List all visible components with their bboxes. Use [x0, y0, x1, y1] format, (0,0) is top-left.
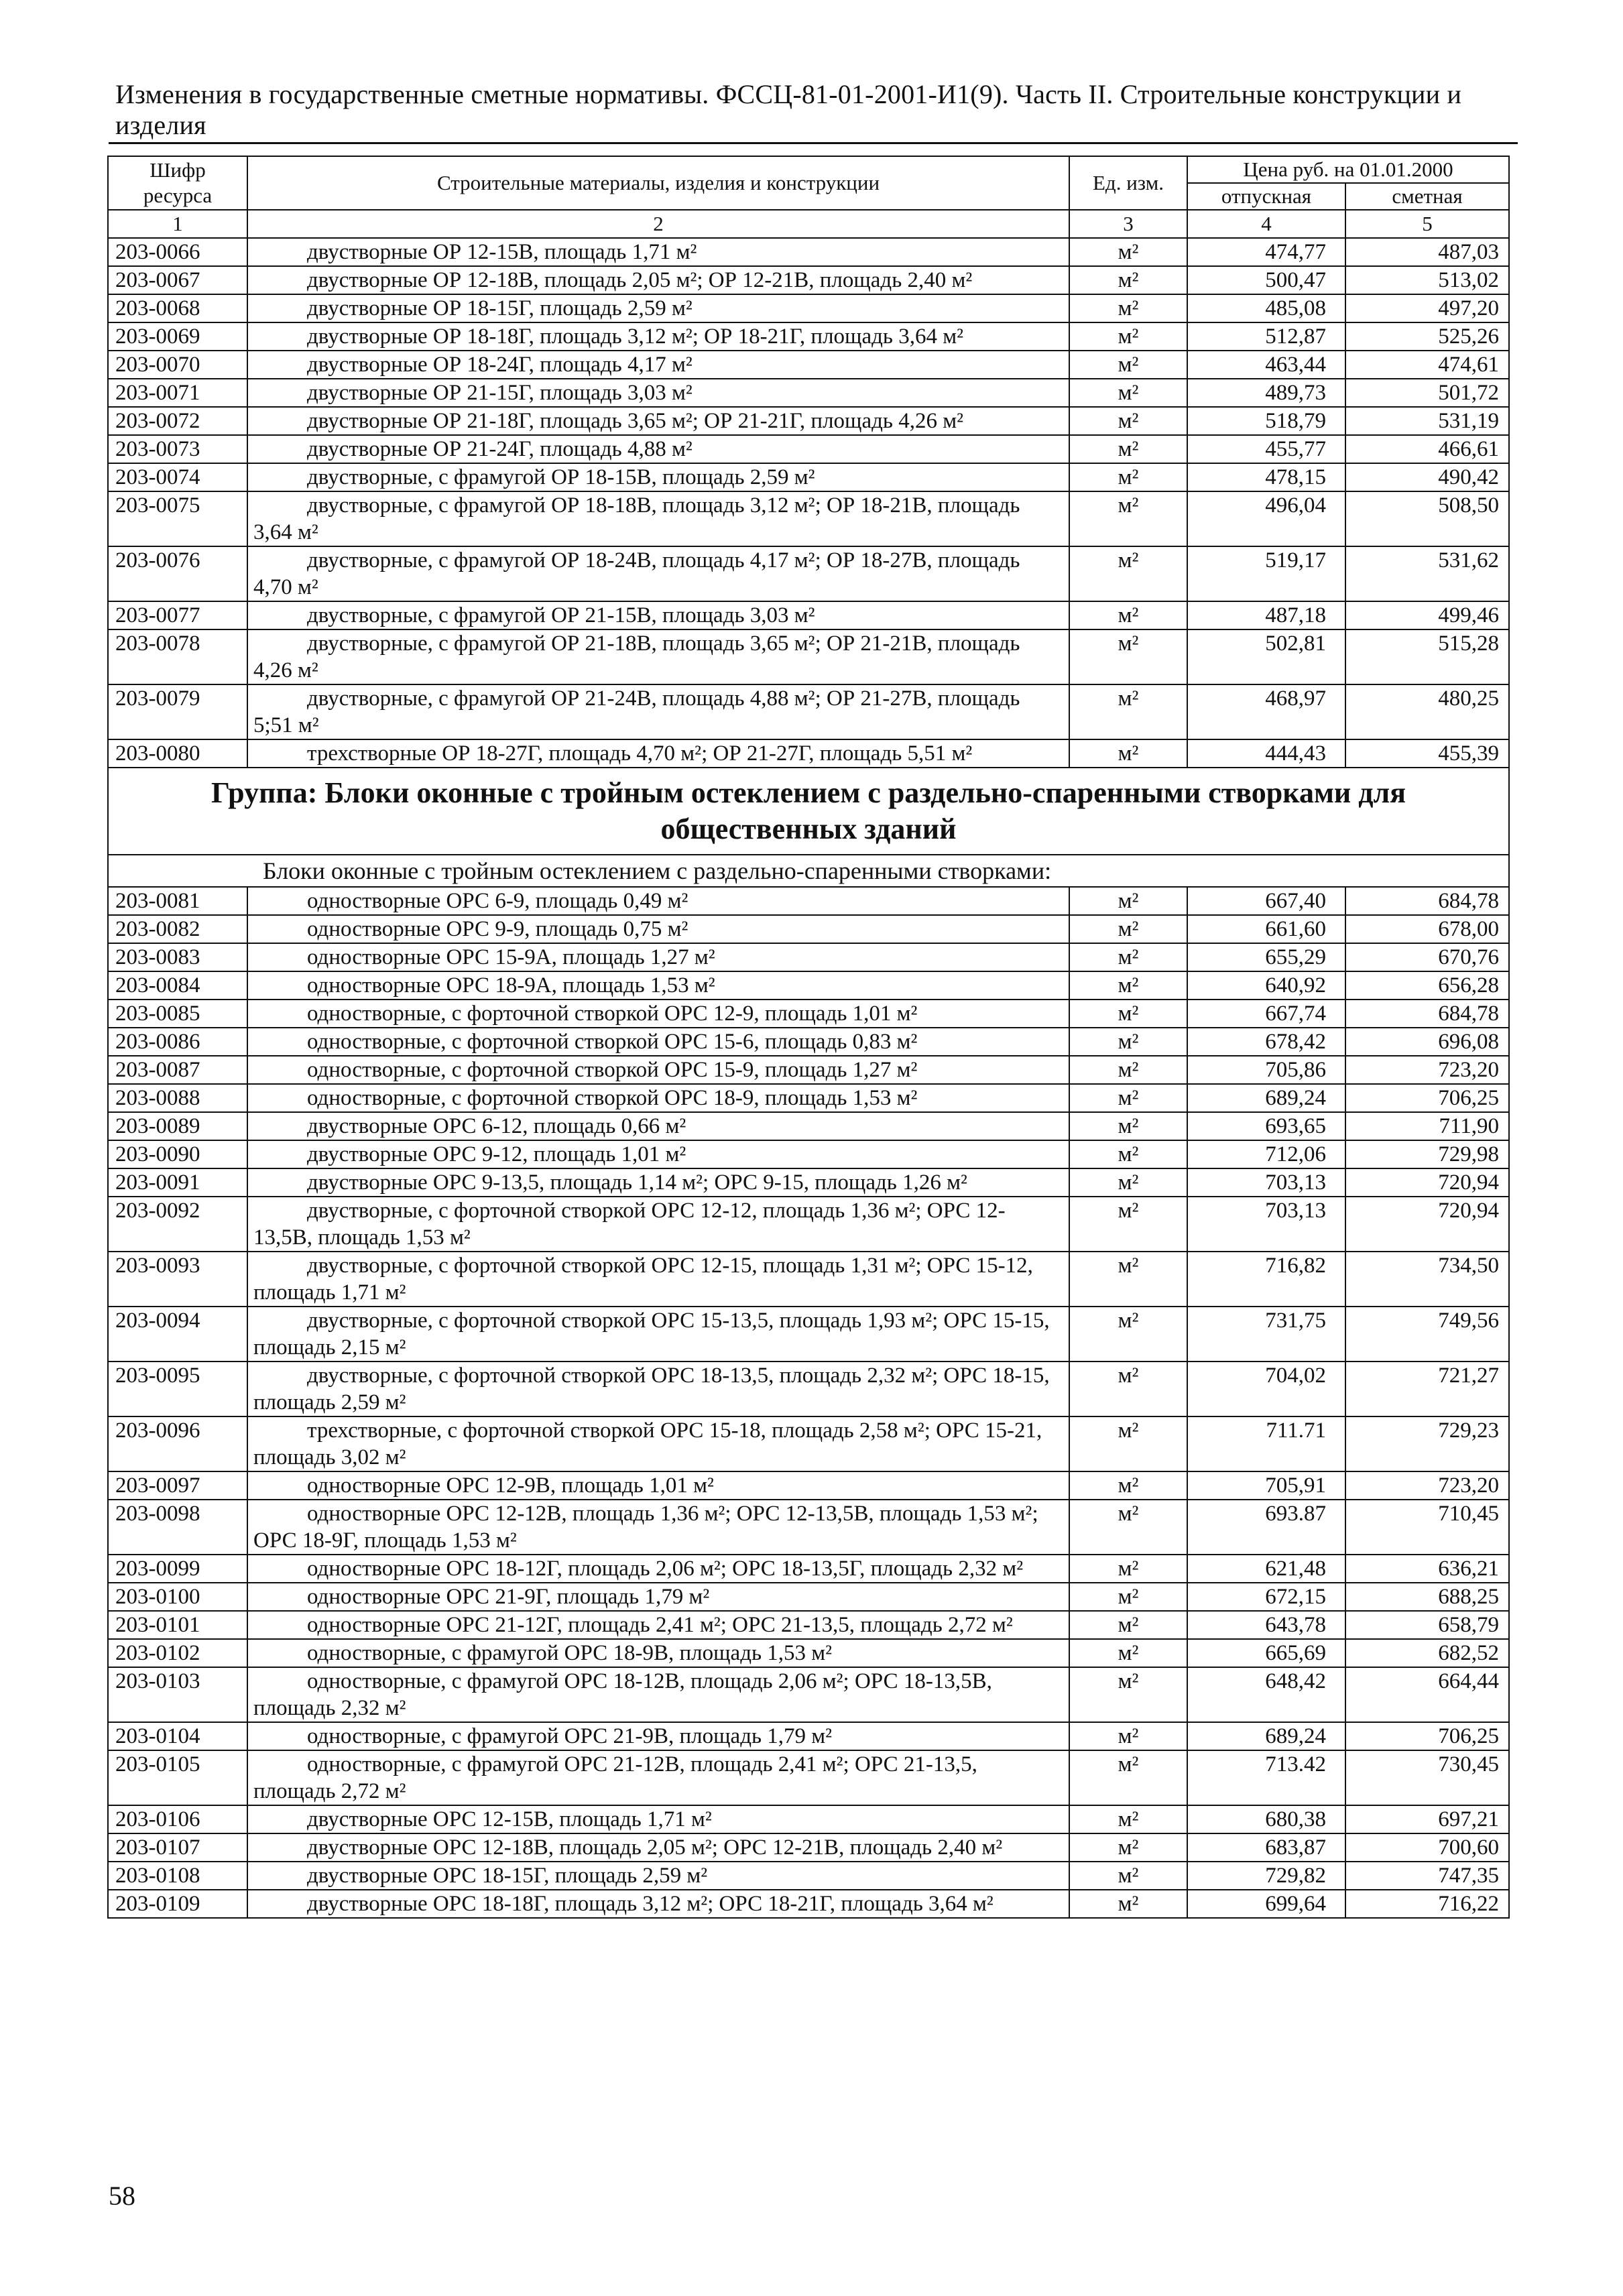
release-price: 704,02: [1187, 1362, 1345, 1416]
estimate-price: 682,52: [1345, 1639, 1509, 1667]
material-name: двустворные, с фрамугой ОР 21-18В, площадь 3,65 м²; ОР 21-21В, площадь 4,26 м²: [247, 629, 1069, 684]
table-row: [108, 1112, 1509, 1140]
estimate-price: 684,78: [1345, 1000, 1509, 1028]
resource-code: 203-0099: [108, 1555, 247, 1583]
resource-code: 203-0087: [108, 1056, 247, 1084]
unit-cell: м²: [1069, 546, 1187, 601]
table-row: [108, 322, 1509, 351]
table-row: [108, 1667, 1509, 1722]
resource-code: 203-0067: [108, 266, 247, 294]
material-name: двустворные, с фрамугой ОР 21-24В, площадь 4,88 м²; ОР 21-27В, площадь 5;51 м²: [247, 684, 1069, 739]
table-row: [108, 435, 1509, 463]
material-name: одностворные ОРС 21-9Г, площадь 1,79 м²: [247, 1583, 1069, 1611]
material-name: одностворные, с форточной створкой ОРС 15-6, площадь 0,83 м²: [247, 1028, 1069, 1056]
unit-cell: м²: [1069, 1583, 1187, 1611]
unit-cell: м²: [1069, 266, 1187, 294]
price-table: [107, 156, 1510, 1919]
unit-cell: м²: [1069, 1000, 1187, 1028]
unit-cell: м²: [1069, 1140, 1187, 1168]
unit-cell: м²: [1069, 379, 1187, 407]
header-divider: [109, 142, 1518, 144]
unit-cell: м²: [1069, 1168, 1187, 1197]
unit-cell: м²: [1069, 1639, 1187, 1667]
estimate-price: 466,61: [1345, 435, 1509, 463]
col-header-release: отпускная: [1187, 183, 1345, 210]
table-row: [108, 1028, 1509, 1056]
unit-cell: м²: [1069, 915, 1187, 943]
unit-cell: м²: [1069, 943, 1187, 971]
release-price: 519,17: [1187, 546, 1345, 601]
resource-code: 203-0093: [108, 1252, 247, 1307]
resource-code: 203-0107: [108, 1833, 247, 1862]
col-header-estimate: сметная: [1345, 183, 1509, 210]
unit-cell: м²: [1069, 238, 1187, 266]
material-name: трехстворные, с форточной створкой ОРС 15-18, площадь 2,58 м²; ОРС 15-21, площадь 3,02 м²: [247, 1416, 1069, 1471]
release-price: 640,92: [1187, 971, 1345, 1000]
resource-code: 203-0089: [108, 1112, 247, 1140]
estimate-price: 696,08: [1345, 1028, 1509, 1056]
release-price: 667,74: [1187, 1000, 1345, 1028]
material-name: одностворные ОРС 15-9А, площадь 1,27 м²: [247, 943, 1069, 971]
material-name: двустворные ОР 21-15Г, площадь 3,03 м²: [247, 379, 1069, 407]
release-price: 474,77: [1187, 238, 1345, 266]
release-price: 667,40: [1187, 887, 1345, 915]
unit-cell: м²: [1069, 1750, 1187, 1805]
material-name: одностворные, с фрамугой ОРС 21-12В, площадь 2,41 м²; ОРС 21-13,5, площадь 2,72 м²: [247, 1750, 1069, 1805]
estimate-price: 706,25: [1345, 1722, 1509, 1750]
unit-cell: м²: [1069, 1890, 1187, 1918]
group-title-row: [108, 768, 1509, 855]
estimate-price: 656,28: [1345, 971, 1509, 1000]
estimate-price: 508,50: [1345, 491, 1509, 546]
material-name: двустворные ОР 12-15В, площадь 1,71 м²: [247, 238, 1069, 266]
table-row: [108, 294, 1509, 322]
resource-code: 203-0077: [108, 601, 247, 629]
table-row: [108, 1890, 1509, 1918]
estimate-price: 531,62: [1345, 546, 1509, 601]
release-price: 703,13: [1187, 1168, 1345, 1197]
group-section: [108, 768, 1509, 887]
release-price: 643,78: [1187, 1611, 1345, 1639]
material-name: двустворные ОРС 9-13,5, площадь 1,14 м²; ОРС 9-15, площадь 1,26 м²: [247, 1168, 1069, 1197]
release-price: 689,24: [1187, 1722, 1345, 1750]
col-number: 4: [1187, 210, 1345, 238]
estimate-price: 513,02: [1345, 266, 1509, 294]
col-number: 2: [247, 210, 1069, 238]
group-title: Группа: Блоки оконные с тройным остеклением с раздельно-спаренными створками для общественных зданий: [108, 768, 1509, 855]
estimate-price: 531,19: [1345, 407, 1509, 435]
release-price: 729,82: [1187, 1862, 1345, 1890]
estimate-price: 729,98: [1345, 1140, 1509, 1168]
material-name: двустворные ОР 18-24Г, площадь 4,17 м²: [247, 351, 1069, 379]
unit-cell: м²: [1069, 684, 1187, 739]
unit-cell: м²: [1069, 971, 1187, 1000]
table-row: [108, 463, 1509, 491]
unit-cell: м²: [1069, 1500, 1187, 1555]
table-row: [108, 601, 1509, 629]
table-row: [108, 1056, 1509, 1084]
resource-code: 203-0073: [108, 435, 247, 463]
page-number: 58: [109, 2181, 135, 2211]
release-price: 478,15: [1187, 463, 1345, 491]
estimate-price: 501,72: [1345, 379, 1509, 407]
unit-cell: м²: [1069, 1667, 1187, 1722]
material-name: двустворные ОР 18-18Г, площадь 3,12 м²; ОР 18-21Г, площадь 3,64 м²: [247, 322, 1069, 351]
table-row: [108, 1307, 1509, 1362]
unit-cell: м²: [1069, 322, 1187, 351]
estimate-price: 497,20: [1345, 294, 1509, 322]
table-row: [108, 1252, 1509, 1307]
table-row: [108, 915, 1509, 943]
unit-cell: м²: [1069, 1416, 1187, 1471]
unit-cell: м²: [1069, 1028, 1187, 1056]
material-name: одностворные, с форточной створкой ОРС 12-9, площадь 1,01 м²: [247, 1000, 1069, 1028]
resource-code: 203-0068: [108, 294, 247, 322]
resource-code: 203-0078: [108, 629, 247, 684]
resource-code: 203-0109: [108, 1890, 247, 1918]
unit-cell: м²: [1069, 739, 1187, 768]
table-row: [108, 1750, 1509, 1805]
table-row: [108, 1416, 1509, 1471]
material-name: одностворные ОРС 9-9, площадь 0,75 м²: [247, 915, 1069, 943]
release-price: 705,86: [1187, 1056, 1345, 1084]
header-row: [108, 156, 1509, 183]
material-name: двустворные, с фрамугой ОР 18-18В, площадь 3,12 м²; ОР 18-21В, площадь 3,64 м²: [247, 491, 1069, 546]
release-price: 655,29: [1187, 943, 1345, 971]
unit-cell: м²: [1069, 1555, 1187, 1583]
col-number: 1: [108, 210, 247, 238]
release-price: 678,42: [1187, 1028, 1345, 1056]
release-price: 648,42: [1187, 1667, 1345, 1722]
table-row: [108, 407, 1509, 435]
release-price: 716,82: [1187, 1252, 1345, 1307]
resource-code: 203-0069: [108, 322, 247, 351]
estimate-price: 636,21: [1345, 1555, 1509, 1583]
table-row: [108, 1500, 1509, 1555]
material-name: двустворные, с фрамугой ОР 18-24В, площадь 4,17 м²; ОР 18-27В, площадь 4,70 м²: [247, 546, 1069, 601]
estimate-price: 721,27: [1345, 1362, 1509, 1416]
release-price: 621,48: [1187, 1555, 1345, 1583]
release-price: 689,24: [1187, 1084, 1345, 1112]
resource-code: 203-0092: [108, 1197, 247, 1252]
material-name: одностворные ОРС 21-12Г, площадь 2,41 м²; ОРС 21-13,5, площадь 2,72 м²: [247, 1611, 1069, 1639]
resource-code: 203-0090: [108, 1140, 247, 1168]
resource-code: 203-0086: [108, 1028, 247, 1056]
resource-code: 203-0082: [108, 915, 247, 943]
material-name: двустворные, с форточной створкой ОРС 12-12, площадь 1,36 м²; ОРС 12-13,5В, площадь 1,53 м²: [247, 1197, 1069, 1252]
resource-code: 203-0071: [108, 379, 247, 407]
resource-code: 203-0083: [108, 943, 247, 971]
table-row: [108, 1722, 1509, 1750]
unit-cell: м²: [1069, 1112, 1187, 1140]
table-row: [108, 1583, 1509, 1611]
estimate-price: 720,94: [1345, 1197, 1509, 1252]
release-price: 489,73: [1187, 379, 1345, 407]
resource-code: 203-0080: [108, 739, 247, 768]
table-row: [108, 1555, 1509, 1583]
material-name: одностворные ОРС 12-12В, площадь 1,36 м²; ОРС 12-13,5В, площадь 1,53 м²; ОРС 18-9Г, площадь 1,53 м²: [247, 1500, 1069, 1555]
column-number-row: [108, 210, 1509, 238]
col-header-unit: Ед. изм.: [1069, 156, 1187, 210]
unit-cell: м²: [1069, 1611, 1187, 1639]
estimate-price: 711,90: [1345, 1112, 1509, 1140]
unit-cell: м²: [1069, 463, 1187, 491]
unit-cell: м²: [1069, 601, 1187, 629]
estimate-price: 730,45: [1345, 1750, 1509, 1805]
resource-code: 203-0104: [108, 1722, 247, 1750]
release-price: 703,13: [1187, 1197, 1345, 1252]
resource-code: 203-0105: [108, 1750, 247, 1805]
resource-code: 203-0070: [108, 351, 247, 379]
table-body-section-a: [108, 238, 1509, 768]
unit-cell: м²: [1069, 294, 1187, 322]
release-price: 455,77: [1187, 435, 1345, 463]
material-name: одностворные, с форточной створкой ОРС 18-9, площадь 1,53 м²: [247, 1084, 1069, 1112]
unit-cell: м²: [1069, 887, 1187, 915]
estimate-price: 716,22: [1345, 1890, 1509, 1918]
estimate-price: 723,20: [1345, 1056, 1509, 1084]
resource-code: 203-0072: [108, 407, 247, 435]
unit-cell: м²: [1069, 1362, 1187, 1416]
table-row: [108, 546, 1509, 601]
material-name: одностворные, с фрамугой ОРС 18-9В, площадь 1,53 м²: [247, 1639, 1069, 1667]
estimate-price: 487,03: [1345, 238, 1509, 266]
resource-code: 203-0106: [108, 1805, 247, 1833]
resource-code: 203-0101: [108, 1611, 247, 1639]
material-name: одностворные ОРС 6-9, площадь 0,49 м²: [247, 887, 1069, 915]
estimate-price: 455,39: [1345, 739, 1509, 768]
estimate-price: 684,78: [1345, 887, 1509, 915]
resource-code: 203-0094: [108, 1307, 247, 1362]
estimate-price: 490,42: [1345, 463, 1509, 491]
release-price: 680,38: [1187, 1805, 1345, 1833]
table-row: [108, 887, 1509, 915]
page-header-title: Изменения в государственные сметные нормативы. ФССЦ-81-01-2001-И1(9). Часть II. Строительные конструкции и изделия: [115, 79, 1462, 140]
group-subtitle-row: [108, 855, 1509, 887]
material-name: двустворные, с форточной створкой ОРС 15-13,5, площадь 1,93 м²; ОРС 15-15, площадь 2,15 м²: [247, 1307, 1069, 1362]
resource-code: 203-0097: [108, 1471, 247, 1500]
unit-cell: м²: [1069, 1862, 1187, 1890]
estimate-price: 747,35: [1345, 1862, 1509, 1890]
material-name: двустворные, с форточной створкой ОРС 18-13,5, площадь 2,32 м²; ОРС 18-15, площадь 2,59 м²: [247, 1362, 1069, 1416]
resource-code: 203-0098: [108, 1500, 247, 1555]
table-row: [108, 491, 1509, 546]
estimate-price: 749,56: [1345, 1307, 1509, 1362]
material-name: одностворные, с фрамугой ОРС 18-12В, площадь 2,06 м²; ОРС 18-13,5В, площадь 2,32 м²: [247, 1667, 1069, 1722]
estimate-price: 720,94: [1345, 1168, 1509, 1197]
release-price: 672,15: [1187, 1583, 1345, 1611]
resource-code: 203-0075: [108, 491, 247, 546]
table-body-section-b: [108, 887, 1509, 1918]
material-name: одностворные, с форточной створкой ОРС 15-9, площадь 1,27 м²: [247, 1056, 1069, 1084]
unit-cell: м²: [1069, 407, 1187, 435]
unit-cell: м²: [1069, 1471, 1187, 1500]
release-price: 485,08: [1187, 294, 1345, 322]
resource-code: 203-0091: [108, 1168, 247, 1197]
release-price: 705,91: [1187, 1471, 1345, 1500]
resource-code: 203-0100: [108, 1583, 247, 1611]
unit-cell: м²: [1069, 1722, 1187, 1750]
resource-code: 203-0081: [108, 887, 247, 915]
material-name: двустворные ОР 21-24Г, площадь 4,88 м²: [247, 435, 1069, 463]
material-name: одностворные ОРС 12-9В, площадь 1,01 м²: [247, 1471, 1069, 1500]
release-price: 683,87: [1187, 1833, 1345, 1862]
release-price: 500,47: [1187, 266, 1345, 294]
unit-cell: м²: [1069, 351, 1187, 379]
estimate-price: 729,23: [1345, 1416, 1509, 1471]
release-price: 661,60: [1187, 915, 1345, 943]
resource-code: 203-0096: [108, 1416, 247, 1471]
release-price: 712,06: [1187, 1140, 1345, 1168]
table-header: [108, 156, 1509, 238]
material-name: двустворные, с форточной створкой ОРС 12-15, площадь 1,31 м²; ОРС 15-12, площадь 1,71 м²: [247, 1252, 1069, 1307]
release-price: 693,65: [1187, 1112, 1345, 1140]
table-row: [108, 1197, 1509, 1252]
resource-code: 203-0095: [108, 1362, 247, 1416]
material-name: двустворные ОРС 18-18Г, площадь 3,12 м²; ОРС 18-21Г, площадь 3,64 м²: [247, 1890, 1069, 1918]
table-row: [108, 739, 1509, 768]
unit-cell: м²: [1069, 1307, 1187, 1362]
table-row: [108, 684, 1509, 739]
group-subtitle: Блоки оконные с тройным остеклением с раздельно-спаренными створками:: [108, 855, 1509, 887]
estimate-price: 664,44: [1345, 1667, 1509, 1722]
table-row: [108, 943, 1509, 971]
release-price: 699,64: [1187, 1890, 1345, 1918]
estimate-price: 499,46: [1345, 601, 1509, 629]
estimate-price: 474,61: [1345, 351, 1509, 379]
release-price: 518,79: [1187, 407, 1345, 435]
estimate-price: 670,76: [1345, 943, 1509, 971]
table-row: [108, 1833, 1509, 1862]
estimate-price: 700,60: [1345, 1833, 1509, 1862]
col-header-name: Строительные материалы, изделия и конструкции: [247, 156, 1069, 210]
unit-cell: м²: [1069, 1805, 1187, 1833]
release-price: 444,43: [1187, 739, 1345, 768]
material-name: двустворные ОР 12-18В, площадь 2,05 м²; ОР 12-21В, площадь 2,40 м²: [247, 266, 1069, 294]
material-name: трехстворные ОР 18-27Г, площадь 4,70 м²; ОР 21-27Г, площадь 5,51 м²: [247, 739, 1069, 768]
col-number: 5: [1345, 210, 1509, 238]
material-name: двустворные ОР 18-15Г, площадь 2,59 м²: [247, 294, 1069, 322]
resource-code: 203-0076: [108, 546, 247, 601]
material-name: двустворные, с фрамугой ОР 21-15В, площадь 3,03 м²: [247, 601, 1069, 629]
table-row: [108, 1140, 1509, 1168]
release-price: 693.87: [1187, 1500, 1345, 1555]
material-name: двустворные ОР 21-18Г, площадь 3,65 м²; ОР 21-21Г, площадь 4,26 м²: [247, 407, 1069, 435]
release-price: 711.71: [1187, 1416, 1345, 1471]
unit-cell: м²: [1069, 1056, 1187, 1084]
material-name: двустворные, с фрамугой ОР 18-15В, площадь 2,59 м²: [247, 463, 1069, 491]
table-row: [108, 1362, 1509, 1416]
table-row: [108, 1084, 1509, 1112]
table-row: [108, 971, 1509, 1000]
material-name: одностворные ОРС 18-12Г, площадь 2,06 м²; ОРС 18-13,5Г, площадь 2,32 м²: [247, 1555, 1069, 1583]
table-row: [108, 266, 1509, 294]
estimate-price: 525,26: [1345, 322, 1509, 351]
col-header-price: Цена руб. на 01.01.2000: [1187, 156, 1509, 183]
unit-cell: м²: [1069, 491, 1187, 546]
estimate-price: 678,00: [1345, 915, 1509, 943]
release-price: 468,97: [1187, 684, 1345, 739]
unit-cell: м²: [1069, 629, 1187, 684]
table-row: [108, 351, 1509, 379]
resource-code: 203-0079: [108, 684, 247, 739]
table-row: [108, 1471, 1509, 1500]
resource-code: 203-0088: [108, 1084, 247, 1112]
resource-code: 203-0085: [108, 1000, 247, 1028]
resource-code: 203-0108: [108, 1862, 247, 1890]
table-row: [108, 1168, 1509, 1197]
unit-cell: м²: [1069, 1252, 1187, 1307]
material-name: одностворные ОРС 18-9А, площадь 1,53 м²: [247, 971, 1069, 1000]
unit-cell: м²: [1069, 1197, 1187, 1252]
material-name: двустворные ОРС 12-15В, площадь 1,71 м²: [247, 1805, 1069, 1833]
resource-code: 203-0074: [108, 463, 247, 491]
table-row: [108, 629, 1509, 684]
estimate-price: 734,50: [1345, 1252, 1509, 1307]
material-name: одностворные, с фрамугой ОРС 21-9В, площадь 1,79 м²: [247, 1722, 1069, 1750]
release-price: 731,75: [1187, 1307, 1345, 1362]
unit-cell: м²: [1069, 1833, 1187, 1862]
release-price: 463,44: [1187, 351, 1345, 379]
table-row: [108, 1611, 1509, 1639]
estimate-price: 706,25: [1345, 1084, 1509, 1112]
estimate-price: 710,45: [1345, 1500, 1509, 1555]
table-row: [108, 1639, 1509, 1667]
col-header-code: Шифр ресурса: [108, 156, 247, 210]
release-price: 496,04: [1187, 491, 1345, 546]
table-row: [108, 1805, 1509, 1833]
material-name: двустворные ОРС 12-18В, площадь 2,05 м²; ОРС 12-21В, площадь 2,40 м²: [247, 1833, 1069, 1862]
estimate-price: 688,25: [1345, 1583, 1509, 1611]
table-row: [108, 379, 1509, 407]
estimate-price: 480,25: [1345, 684, 1509, 739]
estimate-price: 697,21: [1345, 1805, 1509, 1833]
col-number: 3: [1069, 210, 1187, 238]
material-name: двустворные ОРС 9-12, площадь 1,01 м²: [247, 1140, 1069, 1168]
estimate-price: 658,79: [1345, 1611, 1509, 1639]
resource-code: 203-0084: [108, 971, 247, 1000]
release-price: 713.42: [1187, 1750, 1345, 1805]
estimate-price: 723,20: [1345, 1471, 1509, 1500]
release-price: 665,69: [1187, 1639, 1345, 1667]
resource-code: 203-0102: [108, 1639, 247, 1667]
resource-code: 203-0066: [108, 238, 247, 266]
material-name: двустворные ОРС 18-15Г, площадь 2,59 м²: [247, 1862, 1069, 1890]
release-price: 512,87: [1187, 322, 1345, 351]
estimate-price: 515,28: [1345, 629, 1509, 684]
release-price: 502,81: [1187, 629, 1345, 684]
release-price: 487,18: [1187, 601, 1345, 629]
table-row: [108, 238, 1509, 266]
resource-code: 203-0103: [108, 1667, 247, 1722]
unit-cell: м²: [1069, 1084, 1187, 1112]
unit-cell: м²: [1069, 435, 1187, 463]
table-row: [108, 1862, 1509, 1890]
table-row: [108, 1000, 1509, 1028]
material-name: двустворные ОРС 6-12, площадь 0,66 м²: [247, 1112, 1069, 1140]
